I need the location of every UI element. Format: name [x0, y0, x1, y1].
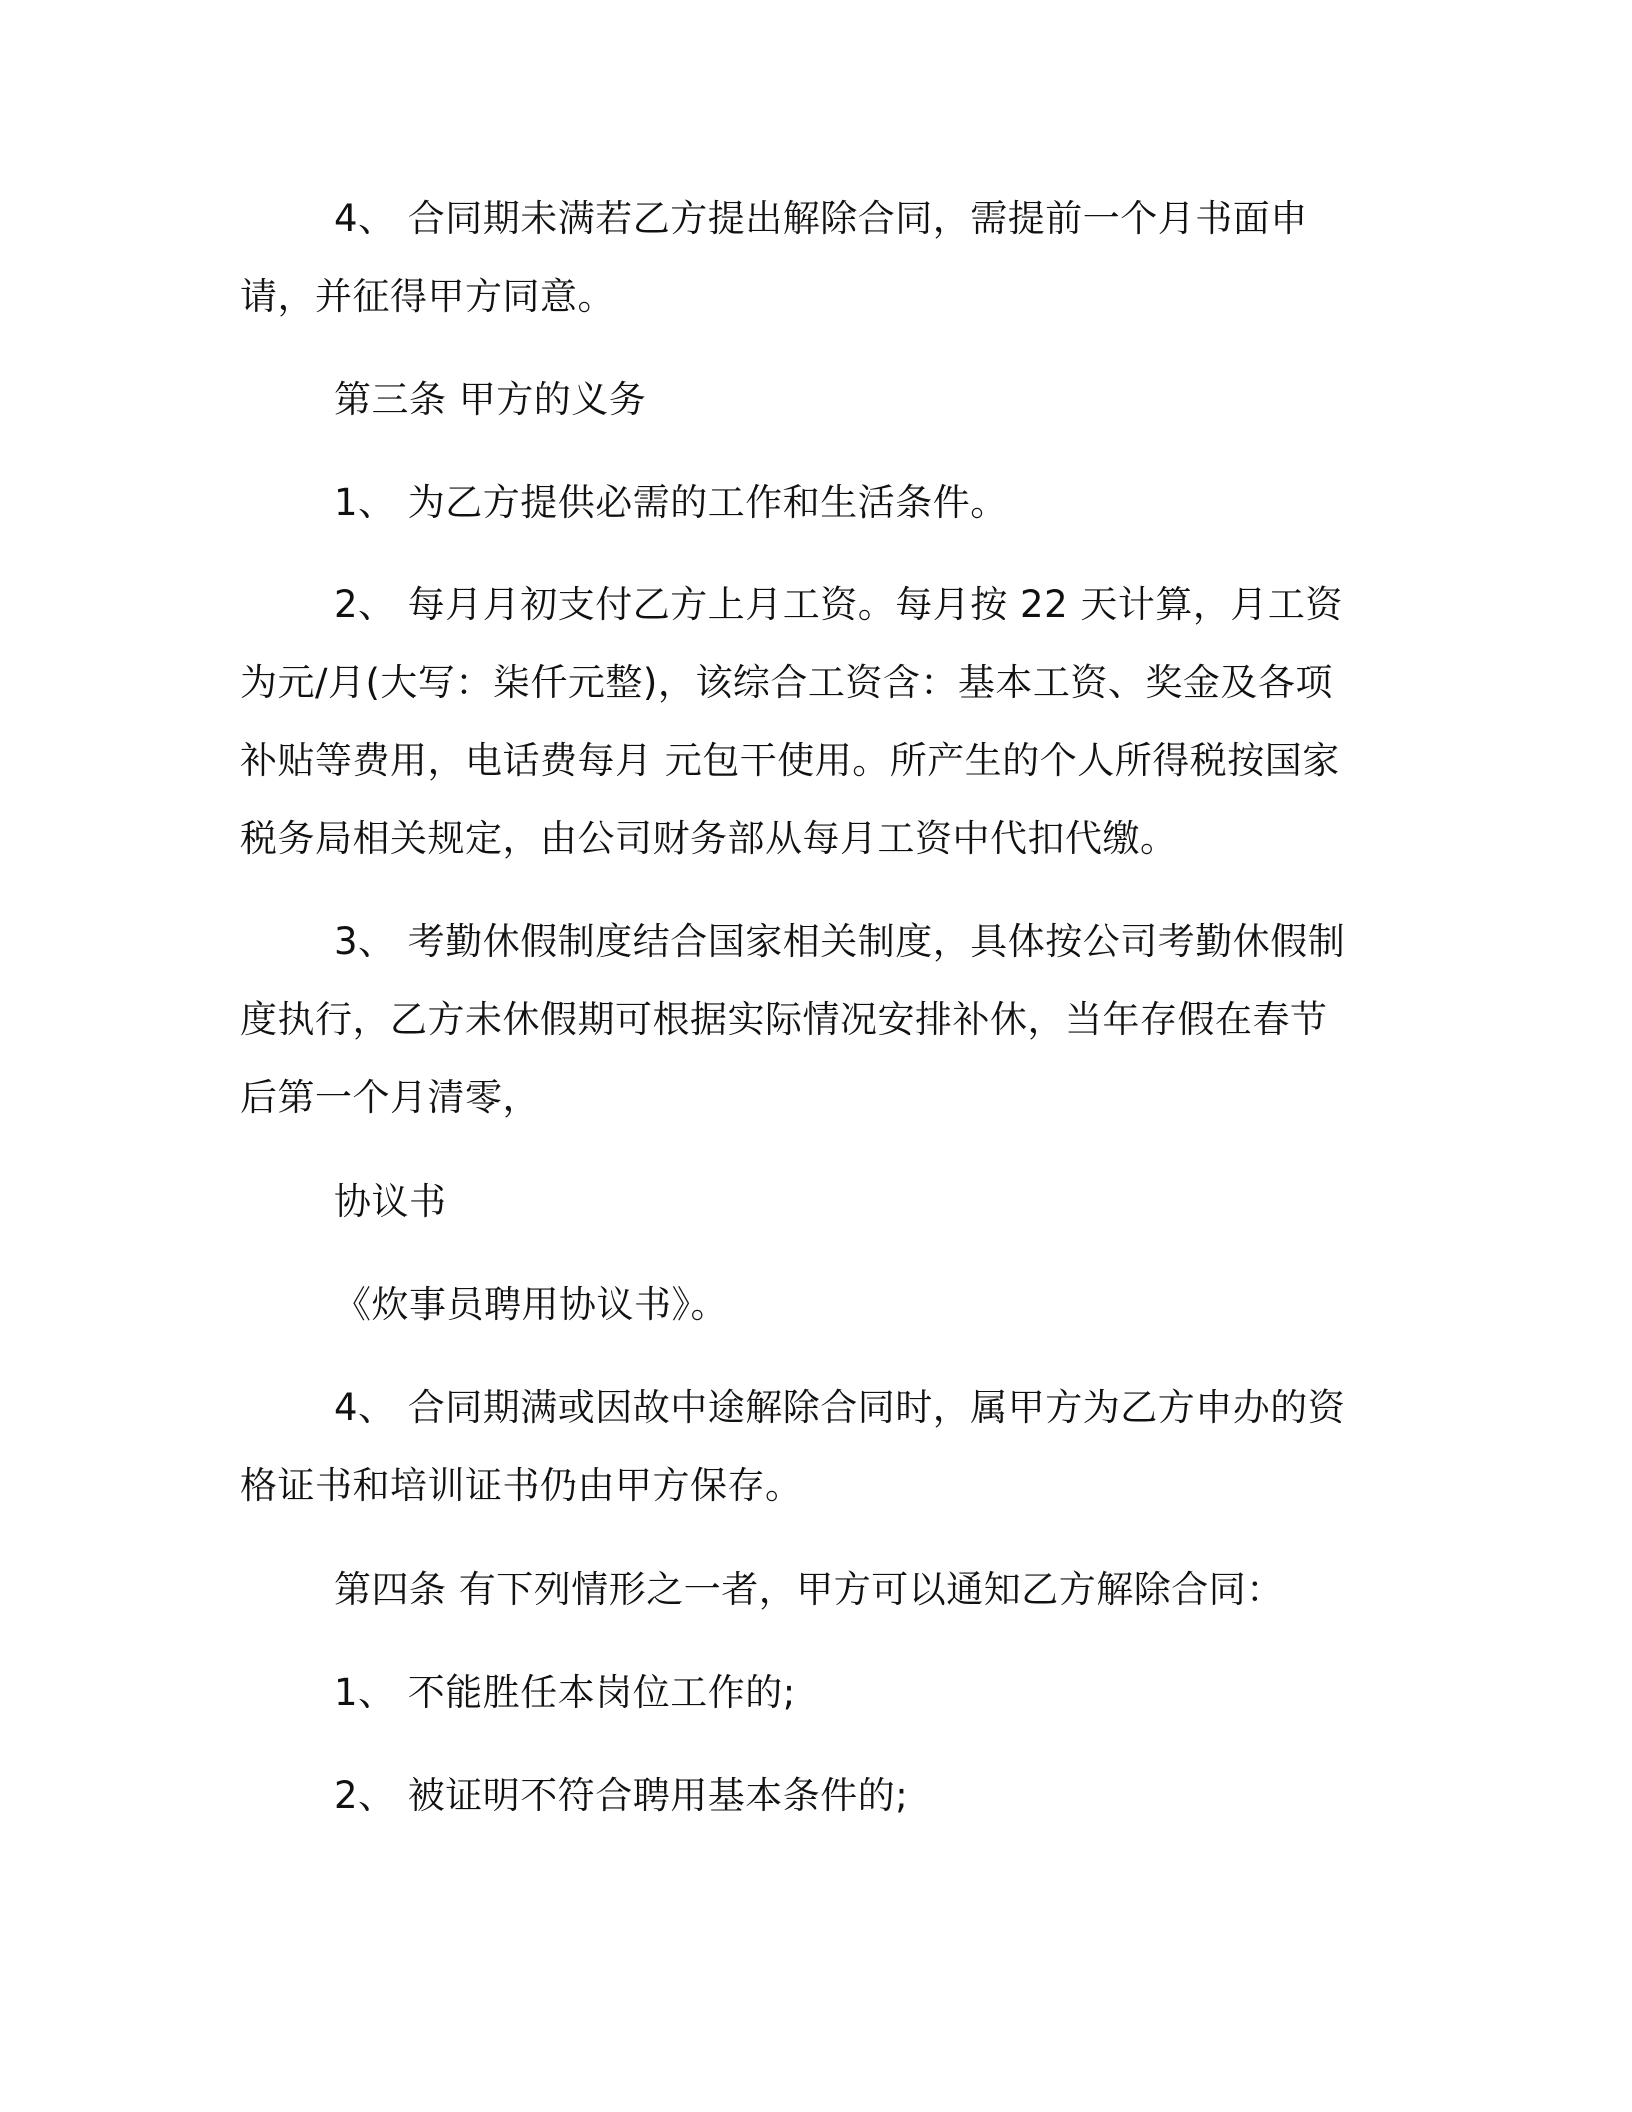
paragraph-agreement-title: 《炊事员聘用协议书》。	[334, 1283, 728, 1326]
paragraph-obligation-3-leave: 3、 考勤休假制度结合国家相关制度，具体按公司考勤休假制度执行，乙方未休假期可根据实际情况安排补休，当年存假在春节后第一个月清零，	[240, 920, 1346, 1119]
paragraph-termination-2: 2、 被证明不符合聘用基本条件的;	[334, 1774, 909, 1817]
heading-article-4: 第四条 有下列情形之一者，甲方可以通知乙方解除合同：	[334, 1568, 1284, 1611]
paragraph-obligation-1: 1、 为乙方提供必需的工作和生活条件。	[334, 481, 1008, 524]
paragraph-termination-1: 1、 不能胜任本岗位工作的;	[334, 1671, 796, 1714]
paragraph-obligation-2-salary: 2、 每月月初支付乙方上月工资。每月按 22 天计算，月工资为元/月(大写：柒仟元整)，该综合工资含：基本工资、奖金及各项补贴等费用，电话费每月 元包干使用。所产生的个人所得税按国家税务局相关规定，由公司财务部从每月工资中代扣代缴。	[240, 583, 1343, 860]
paragraph-obligation-4-certificates: 4、 合同期满或因故中途解除合同时，属甲方为乙方申办的资格证书和培训证书仍由甲方保存。	[240, 1386, 1346, 1507]
heading-article-3: 第三条 甲方的义务	[334, 378, 647, 421]
paragraph-clause-4-early-termination: 4、 合同期未满若乙方提出解除合同，需提前一个月书面申请，并征得甲方同意。	[240, 197, 1308, 318]
paragraph-agreement-label: 协议书	[334, 1180, 447, 1223]
